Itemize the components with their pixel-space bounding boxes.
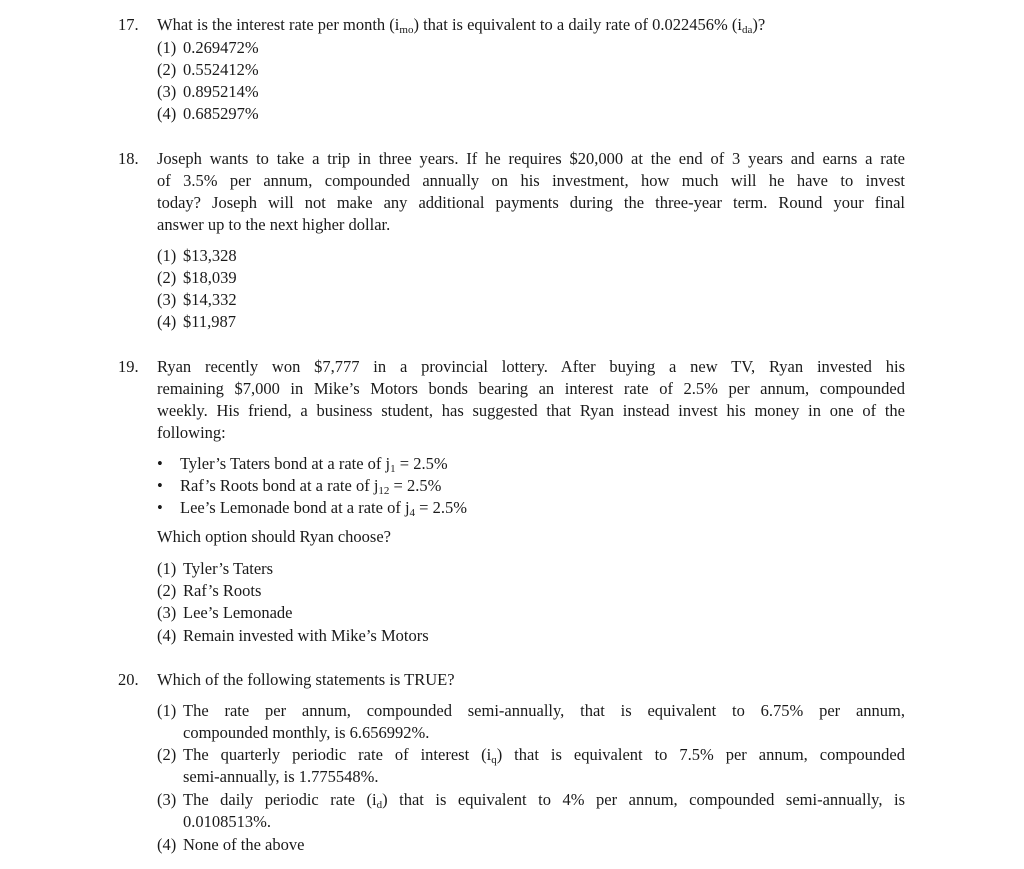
question-stem-line: Ryan recently won $7,777 in a provincial lottery. After buying a new TV, Ryan invested his <box>157 357 905 376</box>
question-number: 19. <box>118 357 139 376</box>
question-stem-line: answer up to the next higher dollar. <box>157 215 391 234</box>
question-prompt: Which option should Ryan choose? <box>157 527 391 546</box>
bullet-icon: • <box>157 476 163 495</box>
question-stem-line: remaining $7,000 in Mike’s Motors bonds bearing an interest rate of 2.5% per annum, compounded <box>157 379 905 398</box>
question-number: 17. <box>118 15 139 34</box>
question-stem-line: Joseph wants to take a trip in three years. If he requires $20,000 at the end of 3 years and earns a rate <box>157 149 905 168</box>
question-number: 20. <box>118 670 139 689</box>
question-stem-line: of 3.5% per annum, compounded annually on his investment, how much will he have to invest <box>157 171 905 190</box>
question-stem-line: weekly. His friend, a business student, has suggested that Ryan instead invest his money in one of the <box>157 401 905 420</box>
bullet-icon: • <box>157 498 163 517</box>
question-number: 18. <box>118 149 139 168</box>
document-page: 17. What is the interest rate per month $(i_{mo})$ that is equivalent to a daily rate of 0.022456% $(i_{da})$? (1) 0.269472% (2) 0.552412% (3) 0.895214% (4) 0.685297% 18. Joseph wants to take a trip in three years. If he requires $20,000 at the end of 3 years and earns a rate of 3.5% per annum, compounded annually on his investment, how much will he have to invest today? Joseph will not make any additional payments during the three-year term. Round your final answer up to the next higher dollar. (1) $13,328 (2) $18,039 (3) $14,332 (4) $11,987 19. Ryan recently won $7,777 in a provincial lottery. After buying a new TV, Ryan invested his remaining $7,000 in Mike’s Motors bonds bearing an interest rate of 2.5% per annum, compounded weekly. His friend, a business student, has suggested that Ryan instead invest his money in one of the following: • Tyler’s Taters bond at a rate of $j_1 = 2.5\%$ • Raf’s Roots bond at a rate of $j_{12} = 2.5\%$ • Lee’s Lemonade bond at a rate of $j_4 = 2.5\%$ Which option should Ryan choose? (1) Tyler’s Taters (2) Raf’s Roots (3) Lee’s Lemonade (4) Remain invested with Mike’s Motors 20. Which of the following statements is TRUE? (1) The rate per annum, compounded semi-annually, that is equivalent to 6.75% per annum, compounded monthly, is 6.656992%. (2) The quarterly periodic rate of interest $(i_q)$ that is equivalent to 7.5% per annum, compounded semi-annually, is 1.775548%. (3) The daily periodic rate $(i_d)$ that is equivalent to 4% per annum, compounded semi-annually, is 0.0108513%. (4) None of the above <box>118 15 905 854</box>
question-stem-line: today? Joseph will not make any additional payments during the three-year term. Round your final <box>157 193 905 212</box>
bullet-icon: • <box>157 454 163 473</box>
question-stem: Which of the following statements is TRUE? <box>157 670 455 689</box>
question-stem-line: following: <box>157 423 226 442</box>
question-stem: What is the interest rate per month $(i_{mo})$ that is equivalent to a daily rate of 0.022456% $(i_{da})$? <box>157 15 766 36</box>
